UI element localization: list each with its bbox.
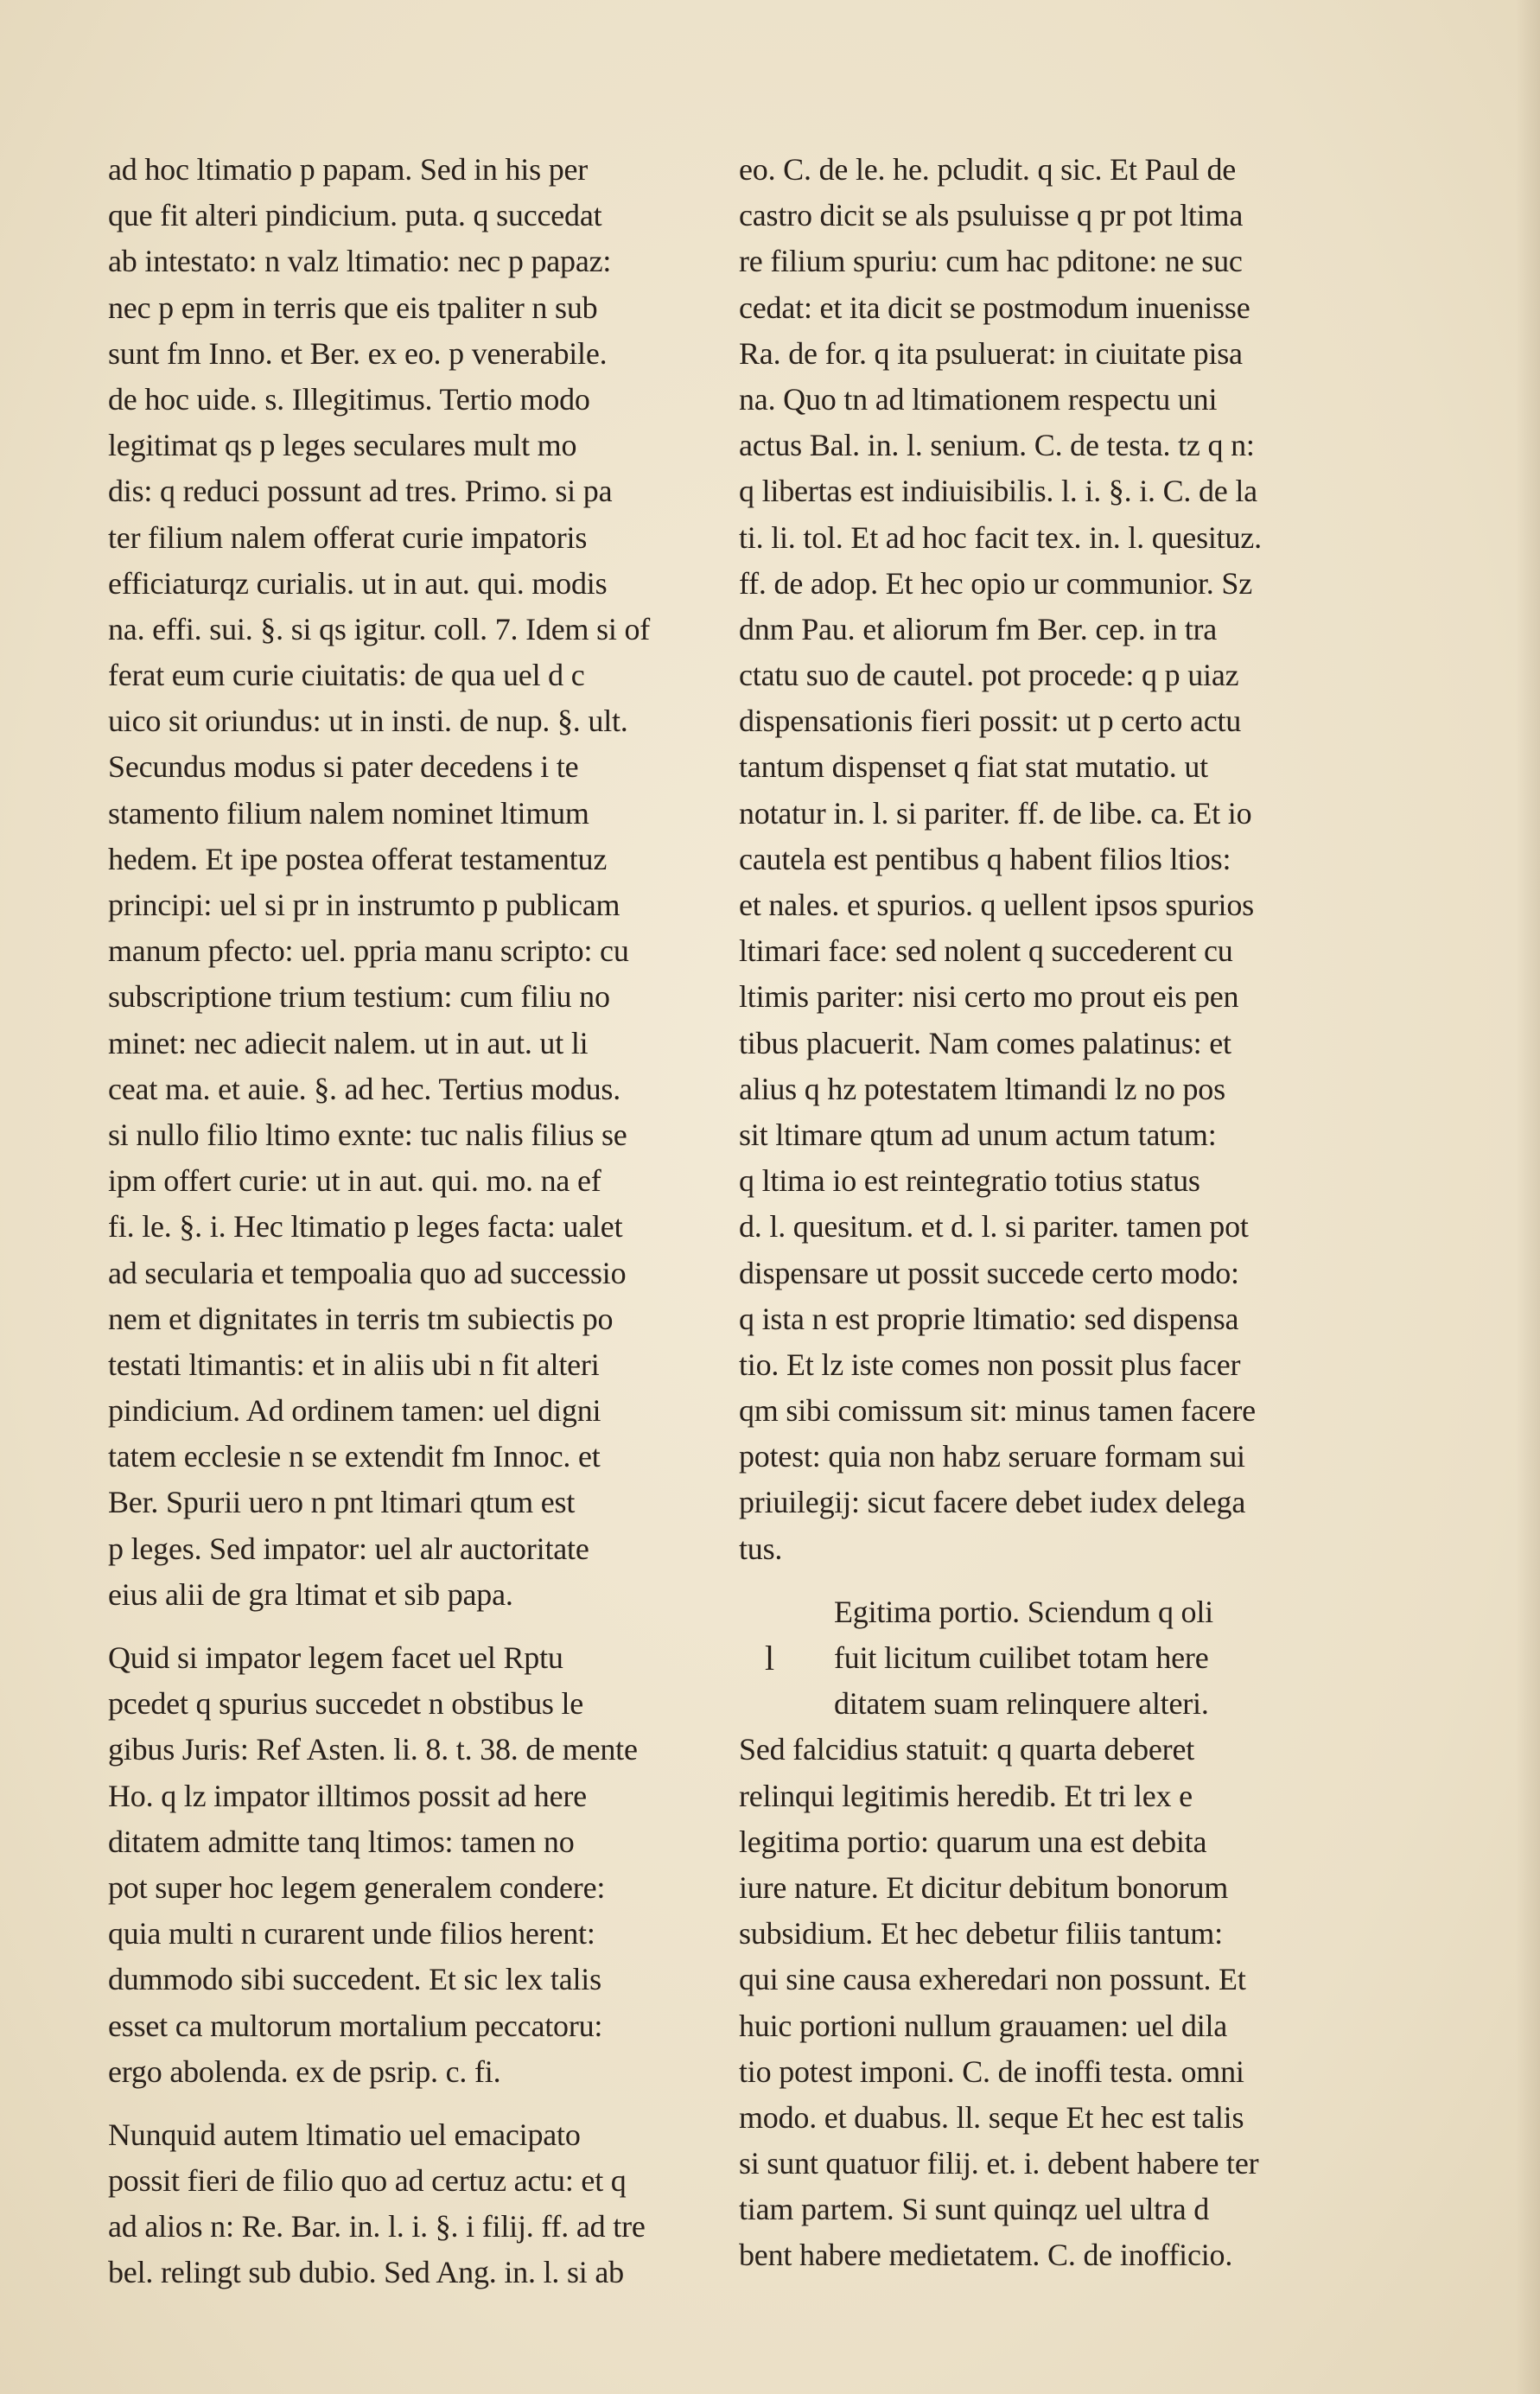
text-line: q libertas est indiuisibilis. l. i. §. i. C. de la [739,474,1257,509]
text-line: tatem ecclesie n se extendit fm Innoc. et [108,1439,601,1474]
text-line: bent habere medietatem. C. de inofficio. [739,2238,1233,2273]
indented-text: Egitima portio. Sciendum q oli [834,1594,1213,1629]
indented-text-line [739,1635,1361,1681]
text-line: qui sine causa exheredari non possunt. Et [739,1962,1246,1997]
text-line: alius q hz potestatem ltimandi lz no pos [739,1071,1225,1106]
indented-text-line [739,1589,1361,1635]
page-fold-shadow [1516,0,1540,2394]
text-line: efficiaturqz curialis. ut in aut. qui. modis [108,565,608,601]
text-line: dispensare ut possit succede certo modo: [739,1255,1239,1290]
text-line: actus Bal. in. l. senium. C. de testa. tz q n: [739,428,1255,463]
text-line: tantum dispenset q fiat stat mutatio. ut [739,749,1208,785]
text-line: ff. de adop. Et hec opio ur communior. Sz [739,565,1253,601]
text-line: notatur in. l. si pariter. ff. de libe. ca. Et io [739,795,1252,831]
paragraph-gap [108,1618,700,1635]
text-line: dispensationis fieri possit: ut p certo actu [739,704,1242,739]
text-line: Ra. de for. q ita psuluerat: in ciuitate pisa [739,335,1243,371]
text-line: testati ltimantis: et in aliis ubi n fit alteri [108,1347,600,1382]
text-line: cautela est pentibus q habent filios ltios: [739,841,1231,876]
guide-letter: l [765,1638,774,1678]
text-line: nec p epm in terris que eis tpaliter n sub [108,290,598,325]
text-line: legitima portio: quarum una est debita [739,1824,1207,1859]
text-line: pcedet q spurius succedet n obstibus le [108,1686,584,1722]
text-line: quia multi n curarent unde filios herent: [108,1916,595,1951]
text-line: potest: quia non habz seruare formam sui [739,1439,1245,1474]
text-line: sunt fm Inno. et Ber. ex eo. p venerabile. [108,335,608,371]
text-line: huic portioni nullum grauamen: uel dila [739,2008,1228,2043]
text-line: si sunt quatuor filij. et. i. debent habere ter [739,2146,1259,2181]
text-line: stamento filium nalem nominet ltimum [108,795,589,831]
text-line: dnm Pau. et aliorum fm Ber. cep. in tra [739,611,1218,646]
text-line: ad alios n: Re. Bar. in. l. i. §. i filij. ff. ad tre [108,2209,646,2244]
text-line: priuilegij: sicut facere debet iudex delega [739,1485,1246,1520]
text-line: na. effi. sui. §. si qs igitur. coll. 7. Idem si of [108,611,651,646]
text-line: cedat: et ita dicit se postmodum inuenisse [739,290,1250,325]
indented-text-line [739,1681,1361,1727]
text-line: Sed falcidius statuit: q quarta deberet [739,1732,1195,1767]
text-line: sit ltimare qtum ad unum actum tatum: [739,1117,1217,1152]
text-line: tiam partem. Si sunt quinqz uel ultra d [739,2192,1210,2227]
text-line: tibus placuerit. Nam comes palatinus: et [739,1025,1231,1060]
text-line: esset ca multorum mortalium peccatoru: [108,2008,603,2043]
paragraph-gap [739,1572,1361,1589]
text-line: ergo abolenda. ex de psrip. c. fi. [108,2053,501,2089]
text-line: q ista n est proprie ltimatio: sed dispensa [739,1301,1239,1336]
text-line: si nullo filio ltimo exnte: tuc nalis filius se [108,1117,627,1152]
text-line: tio. Et lz iste comes non possit plus facer [739,1347,1241,1382]
text-line: gibus Juris: Ref Asten. li. 8. t. 38. de mente [108,1732,638,1767]
text-line: tus. [739,1531,783,1566]
text-line: relinqui legitimis heredib. Et tri lex e [739,1778,1193,1813]
text-line: pindicium. Ad ordinem tamen: uel digni [108,1393,601,1429]
text-line: ti. li. tol. Et ad hoc facit tex. in. l. quesituz. [739,519,1262,555]
text-line: legitimat qs p leges seculares mult mo [108,428,577,463]
text-line: re filium spuriu: cum hac pditone: ne suc [739,244,1243,279]
text-line: nem et dignitates in terris tm subiectis po [108,1301,614,1336]
text-line: qm sibi comissum sit: minus tamen facere [739,1393,1256,1429]
text-line: dummodo sibi succedent. Et sic lex talis [108,1962,601,1997]
text-line: Ho. q lz impator illtimos possit ad here [108,1778,587,1813]
indented-text: ditatem suam relinquere alteri. [834,1686,1209,1722]
text-line: eo. C. de le. he. pcludit. q sic. Et Paul de [739,152,1237,187]
indented-text: fuit licitum cuilibet totam here [834,1640,1209,1675]
text-line: ad secularia et tempoalia quo ad successio [108,1255,627,1290]
initial-block [739,1589,1361,1728]
text-line: Quid si impator legem facet uel Rptu [108,1640,563,1675]
text-line: et nales. et spurios. q uellent ipsos spurios [739,888,1254,922]
text-line: q ltima io est reintegratio totius status [739,1163,1200,1199]
text-line: de hoc uide. s. Illegitimus. Tertio modo [108,381,590,417]
text-line: ad hoc ltimatio p papam. Sed in his per [108,152,589,187]
text-line: castro dicit se als psuluisse q pr pot ltima [739,198,1244,233]
text-line: na. Quo tn ad ltimationem respectu uni [739,381,1218,417]
text-line: uico sit oriundus: ut in insti. de nup. §. ult. [108,704,628,739]
text-line: que fit alteri pindicium. puta. q succedat [108,198,602,233]
text-line: eius alii de gra ltimat et sib papa. [108,1576,513,1612]
text-line: iure nature. Et dicitur debitum bonorum [739,1869,1229,1905]
text-line: Secundus modus si pater decedens i te [108,749,579,785]
text-line: bel. relingt sub dubio. Sed Ang. in. l. si ab [108,2255,624,2290]
text-line: ditatem admitte tanq ltimos: tamen no [108,1824,575,1859]
text-line: ter filium nalem offerat curie impatoris [108,519,588,555]
text-line: dis: q reduci possunt ad tres. Primo. si pa [108,474,613,509]
text-line: ceat ma. et auie. §. ad hec. Tertius modus. [108,1071,621,1106]
text-line: p leges. Sed impator: uel alr auctoritate [108,1531,589,1566]
text-line: ab intestato: n valz ltimatio: nec p papaz: [108,244,612,279]
text-line: tio potest imponi. C. de inoffi testa. omni [739,2053,1244,2089]
text-line: subsidium. Et hec debetur filiis tantum: [739,1916,1223,1951]
text-line: ipm offert curie: ut in aut. qui. mo. na ef [108,1163,601,1199]
text-line: minet: nec adiecit nalem. ut in aut. ut li [108,1025,589,1060]
text-line: Ber. Spurii uero n pnt ltimari qtum est [108,1485,576,1520]
text-line: manum pfecto: uel. ppria manu scripto: cu [108,933,629,969]
text-line: modo. et duabus. ll. seque Et hec est talis [739,2099,1244,2135]
text-line: d. l. quesitum. et d. l. si pariter. tamen pot [739,1209,1249,1245]
text-line: Nunquid autem ltimatio uel emacipato [108,2117,581,2152]
text-line: subscriptione trium testium: cum filiu no [108,979,610,1015]
paragraph-gap [108,2095,700,2112]
text-line: ltimari face: sed nolent q succederent cu [739,933,1233,969]
text-line: ferat eum curie ciuitatis: de qua uel d c [108,658,585,693]
text-line: hedem. Et ipe postea offerat testamentuz [108,841,608,876]
text-line: possit fieri de filio quo ad certuz actu: et q [108,2163,627,2199]
right-text-column [739,147,1361,2279]
left-text-column [108,147,700,2296]
text-line: pot super hoc legem generalem condere: [108,1869,606,1905]
text-line: ltimis pariter: nisi certo mo prout eis pen [739,979,1239,1015]
text-line: ctatu suo de cautel. pot procede: q p uiaz [739,658,1239,693]
text-line: principi: uel si pr in instrumto p publicam [108,888,620,922]
text-line: fi. le. §. i. Hec ltimatio p leges facta: ualet [108,1209,623,1245]
